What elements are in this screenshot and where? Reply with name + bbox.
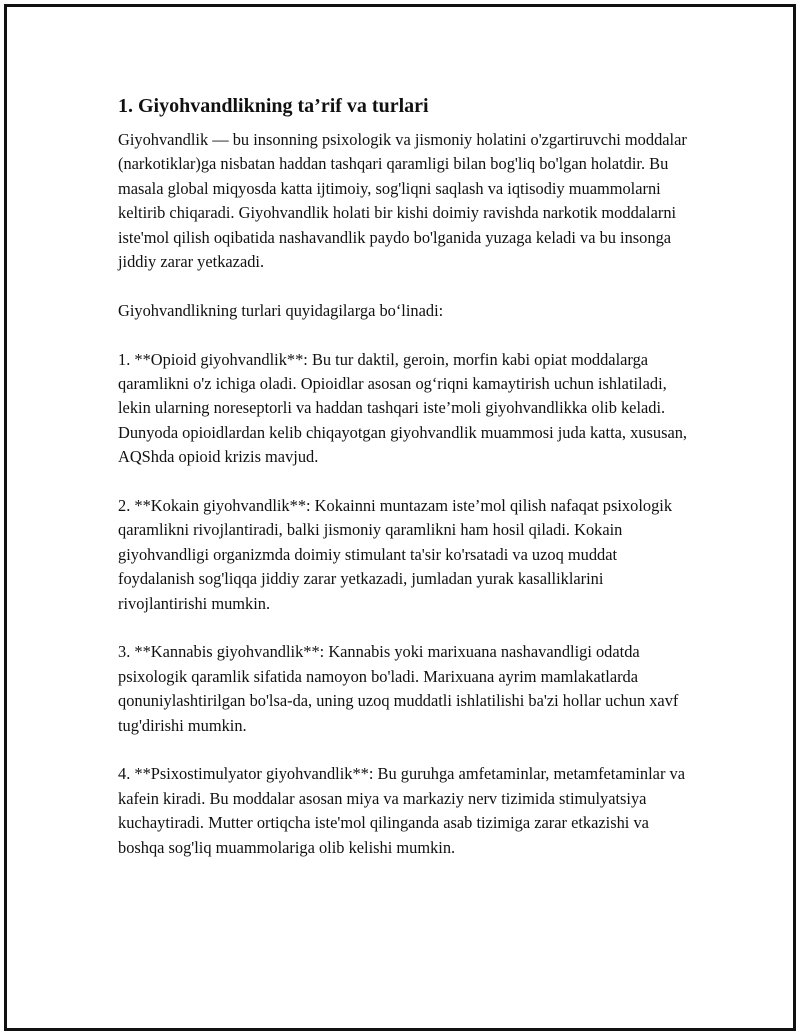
paragraph-opioid: 1. **Opioid giyohvandlik**: Bu tur daktil, geroin, morfin kabi opiat moddalarga qaramlikni o'z ichiga oladi. Opioidlar asosan ogʻriqni kamaytirish uchun ishlatiladi, lekin ularning noreseptorli va haddan tashqari iste’moli giyohvandlikka olib keladi. Dunyoda opioidlardan kelib chiqayotgan giyohvandlik muammosi juda katta, xususan, AQShda opioid krizis mavjud. (118, 349, 688, 467)
document-body (118, 92, 690, 885)
paragraph-cocaine: 2. **Kokain giyohvandlik**: Kokainni muntazam iste’mol qilish nafaqat psixologik qaramlikni rivojlantiradi, balki jismoniy qaramlikni ham hosil qiladi. Kokain giyohvandligi organizmda doimiy stimulant ta'sir ko'rsatadi va uzoq muddat foydalanish sog'liqqa jiddiy zarar yetkazadi, jumladan yurak kasalliklarini rivojlantirishi mumkin. (118, 496, 673, 613)
paragraph-psychostimulant: 4. **Psixostimulyator giyohvandlik**: Bu guruhga amfetaminlar, metamfetaminlar va kafein kiradi. Bu moddalar asosan miya va markaziy nerv tizimida stimulyatsiya kuchaytiradi. Mutter ortiqcha iste'mol qilinganda asab tizimiga zarar etkazishi va boshqa sog'liq muammolariga olib kelishi mumkin. (118, 764, 685, 857)
paragraph-types-intro: Giyohvandlikning turlari quyidagilarga boʻlinadi: (118, 300, 444, 320)
paragraph-definition: Giyohvandlik — bu insonning psixologik va jismoniy holatini o'zgartiruvchi moddalar (narkotiklar)ga nisbatan haddan tashqari qaramligi bilan bog'liq bo'lgan holatdir. Bu masala global miqyosda katta ijtimoiy, sog'liqni saqlash va iqtisodiy muammolarni keltirib chiqaradi. Giyohvandlik holati bir kishi doimiy ravishda narkotik moddalarni iste'mol qilish oqibatida nashavandlik paydo bo'lganida yuzaga keladi va bu insonga jiddiy zarar yetkazadi. (118, 130, 687, 272)
section-heading: 1. Giyohvandlikning ta’rif va turlari (118, 95, 429, 117)
paragraph-cannabis: 3. **Kannabis giyohvandlik**: Kannabis yoki marixuana nashavandligi odatda psixologik qaramlik sifatida namoyon bo'ladi. Marixuana ayrim mamlakatlarda qonuniylashtirilgan bo'lsa-da, uning uzoq muddatli ishlatilishi ba'zi hollar uchun xavf tug'dirishi mumkin. (118, 642, 679, 735)
